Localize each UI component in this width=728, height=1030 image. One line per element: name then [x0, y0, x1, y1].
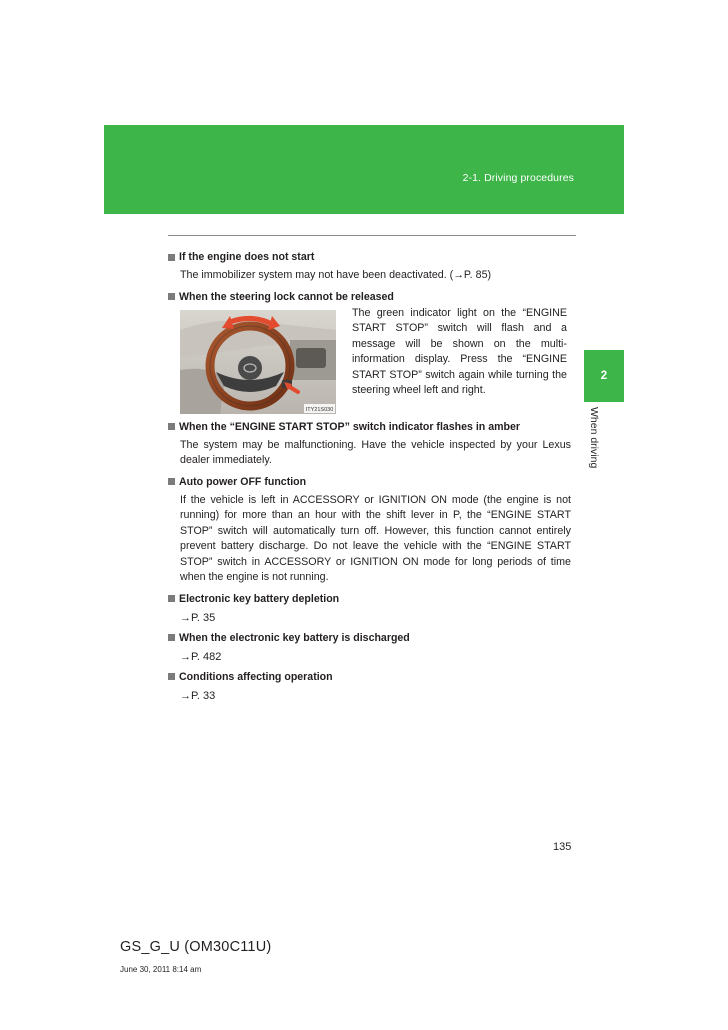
- section-heading: When the “ENGINE START STOP” switch indicator flashes in amber: [168, 420, 571, 434]
- section-heading: If the engine does not start: [168, 250, 571, 264]
- section-title: 2-1. Driving procedures: [462, 172, 574, 184]
- section-heading: Electronic key battery depletion: [168, 592, 571, 606]
- figure-code: ITY21S030: [305, 406, 334, 413]
- square-bullet-icon: [168, 595, 175, 602]
- steering-lock-figure-row: [180, 306, 571, 414]
- page-reference-link[interactable]: →P. 33: [180, 689, 216, 702]
- chapter-number: 2: [600, 370, 608, 382]
- model-code: GS_G_U (OM30C11U): [120, 939, 272, 955]
- header-divider: [168, 235, 576, 236]
- square-bullet-icon: [168, 293, 175, 300]
- chapter-label: When driving: [588, 407, 600, 469]
- square-bullet-icon: [168, 634, 175, 641]
- chapter-tab[interactable]: [584, 350, 624, 402]
- page-reference-link[interactable]: →P. 482: [180, 650, 222, 663]
- section-heading: Auto power OFF function: [168, 475, 571, 489]
- square-bullet-icon: [168, 673, 175, 680]
- section-body: The system may be malfunctioning. Have the vehicle inspected by your Lexus dealer immediately.: [180, 438, 571, 466]
- steering-wheel-illustration: [180, 310, 336, 414]
- print-date: June 30, 2011 8:14 am: [120, 965, 202, 974]
- page-content: [168, 250, 571, 709]
- square-bullet-icon: [168, 423, 175, 430]
- square-bullet-icon: [168, 478, 175, 485]
- header-band: [104, 125, 624, 214]
- section-body: The immobilizer system may not have been deactivated. (→P. 85): [180, 269, 492, 281]
- section-body: If the vehicle is left in ACCESSORY or IGNITION ON mode (the engine is not running) for more than an hour with the shift lever in P, the “ENGINE START STOP” switch will automatically turn off. However, this function cannot entirely prevent battery discharge. Do not leave the vehicle with the “ENGINE START STOP” switch in ACCESSORY or IGNITION ON mode for long periods of time when the engine is not running.: [180, 493, 571, 583]
- section-heading: When the steering lock cannot be released: [168, 290, 571, 304]
- section-heading: Conditions affecting operation: [168, 670, 571, 684]
- page-number: 135: [553, 841, 572, 853]
- section-body: The green indicator light on the “ENGINE START STOP” switch will flash and a message will be shown on the multi-information display. Press the “ENGINE START STOP” switch again while turning the steering wheel left and right.: [352, 306, 567, 396]
- square-bullet-icon: [168, 254, 175, 261]
- page-reference-link[interactable]: →P. 35: [180, 611, 216, 624]
- section-heading: When the electronic key battery is discharged: [168, 631, 571, 645]
